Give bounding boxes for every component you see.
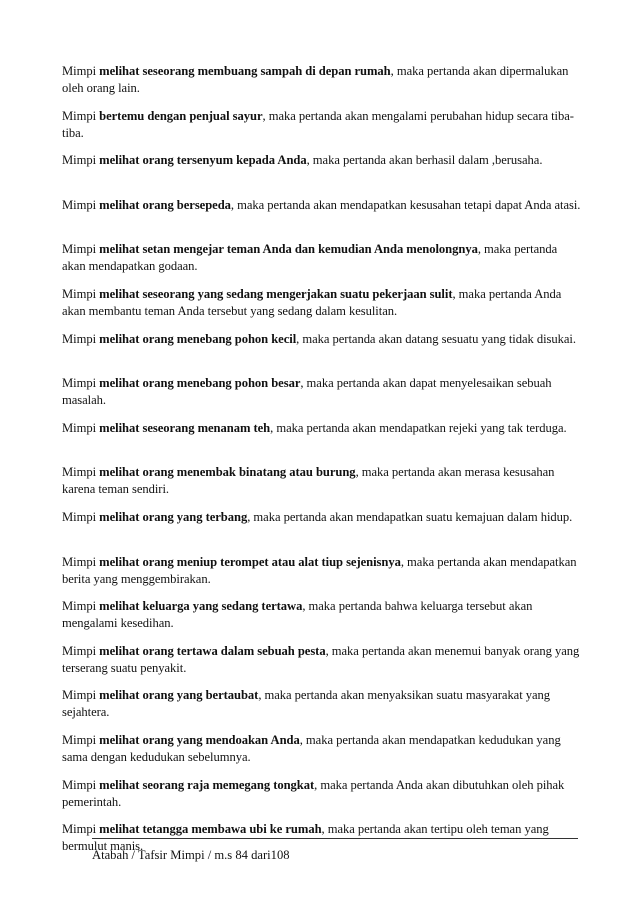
dream-entry — [62, 286, 582, 320]
dream-entry — [62, 732, 582, 766]
entry-dream-bold: melihat setan mengejar teman Anda dan kemudian Anda menolongnya — [99, 242, 478, 257]
dream-entry — [62, 63, 582, 97]
entry-prefix: Mimpi — [62, 242, 100, 257]
entry-meaning: , maka pertanda akan mengalami perubahan hidup secara tiba-tiba. — [62, 108, 574, 140]
entry-meaning: , maka pertanda akan mendapatkan berita yang menggembirakan. — [62, 554, 577, 586]
entry-meaning: , maka pertanda Anda akan membantu teman Anda tersebut yang sedang dalam kesulitan. — [62, 286, 562, 318]
entry-prefix: Mimpi — [62, 732, 100, 747]
entry-meaning: , maka pertanda akan dapat menyelesaikan sebuah masalah. — [62, 376, 552, 408]
dream-entry — [62, 197, 582, 231]
entry-prefix: Mimpi — [62, 197, 100, 212]
entry-meaning: , maka pertanda akan merasa kesusahan karena teman sendiri. — [62, 465, 555, 497]
entry-meaning: , maka pertanda akan datang sesuatu yang tidak disukai. — [296, 331, 576, 346]
entry-meaning: , maka pertanda akan mendapatkan godaan. — [62, 242, 558, 274]
entry-dream-bold: melihat orang yang terbang — [99, 509, 248, 524]
dream-entry — [62, 375, 582, 409]
entry-dream-bold: melihat orang yang bertaubat — [99, 688, 259, 703]
dream-entry — [62, 108, 582, 142]
entry-prefix: Mimpi — [62, 153, 100, 168]
entry-meaning: , maka pertanda akan mendapatkan suatu kemajuan dalam hidup. — [247, 509, 573, 524]
entry-meaning: , maka pertanda akan mendapatkan kesusahan tetapi dapat Anda atasi. — [230, 197, 581, 212]
entry-meaning: , maka pertanda akan dipermalukan oleh orang lain. — [62, 64, 569, 95]
entry-dream-bold: melihat orang menembak binatang atau burung — [99, 465, 356, 480]
entry-prefix: Mimpi — [62, 108, 100, 123]
entry-dream-bold: melihat seseorang membuang sampah di depan rumah — [99, 64, 391, 78]
dream-entry — [62, 420, 582, 454]
dream-entry — [62, 598, 582, 632]
entry-prefix: Mimpi — [62, 420, 100, 435]
entry-dream-bold: melihat seseorang yang sedang mengerjakan suatu pekerjaan sulit — [99, 286, 453, 301]
entry-prefix: Mimpi — [62, 688, 100, 703]
dream-entry — [62, 554, 582, 588]
entry-dream-bold: melihat orang yang mendoakan Anda — [99, 732, 300, 747]
entry-prefix: Mimpi — [62, 286, 100, 301]
dream-entry — [62, 331, 582, 365]
entry-prefix: Mimpi — [62, 376, 100, 391]
entry-dream-bold: melihat orang menebang pohon kecil — [99, 331, 297, 346]
entry-prefix: Mimpi — [62, 465, 100, 480]
entry-meaning: , maka pertanda akan tertipu oleh teman yang bermulut manis. — [62, 822, 549, 854]
entry-dream-bold: melihat orang meniup terompet atau alat tiup sejenisnya — [99, 554, 401, 569]
dream-entry — [62, 464, 582, 498]
entry-dream-bold: melihat keluarga yang sedang tertawa — [99, 599, 303, 614]
dream-entry — [62, 509, 582, 543]
entry-dream-bold: melihat orang tertawa dalam sebuah pesta — [99, 643, 326, 658]
entry-prefix: Mimpi — [62, 777, 100, 792]
footer-text: Atabah / Tafsir Mimpi / m.s 84 dari108 — [92, 848, 290, 862]
entry-prefix: Mimpi — [62, 822, 100, 837]
document-body — [62, 63, 582, 866]
entry-prefix: Mimpi — [62, 331, 100, 346]
entry-dream-bold: melihat tetangga membawa ubi ke rumah — [99, 822, 322, 837]
entry-prefix: Mimpi — [62, 599, 100, 614]
dream-entry — [62, 687, 582, 721]
entry-dream-bold: melihat orang bersepeda — [99, 197, 231, 212]
entry-meaning: , maka pertanda Anda akan dibutuhkan oleh pihak pemerintah. — [62, 777, 565, 809]
entry-dream-bold: melihat orang menebang pohon besar — [99, 376, 301, 391]
dream-entry — [62, 152, 582, 186]
entry-meaning: , maka pertanda akan menyaksikan suatu masyarakat yang sejahtera. — [62, 688, 551, 720]
entry-dream-bold: melihat seorang raja memegang tongkat — [99, 777, 315, 792]
page-footer — [92, 838, 578, 863]
entry-meaning: , maka pertanda akan berhasil dalam ,berusaha. — [306, 153, 543, 168]
entry-meaning: , maka pertanda bahwa keluarga tersebut akan mengalami kesedihan. — [62, 599, 533, 631]
entry-dream-bold: melihat seseorang menanam teh — [99, 420, 271, 435]
dream-entry — [62, 241, 582, 275]
footer-divider — [92, 838, 578, 839]
entry-meaning: , maka pertanda akan mendapatkan kedudukan yang sama dengan kedudukan sebelumnya. — [62, 732, 561, 764]
entry-meaning: , maka pertanda akan menemui banyak orang yang terserang suatu penyakit. — [62, 643, 580, 675]
entry-prefix: Mimpi — [62, 509, 100, 524]
entry-prefix: Mimpi — [62, 64, 100, 78]
entry-prefix: Mimpi — [62, 554, 100, 569]
dream-entry — [62, 777, 582, 811]
entry-meaning: , maka pertanda akan mendapatkan rejeki yang tak terduga. — [270, 420, 567, 435]
entry-prefix: Mimpi — [62, 643, 100, 658]
entry-dream-bold: melihat orang tersenyum kepada Anda — [99, 153, 307, 168]
entry-dream-bold: bertemu dengan penjual sayur — [99, 108, 263, 123]
dream-entry — [62, 643, 582, 677]
